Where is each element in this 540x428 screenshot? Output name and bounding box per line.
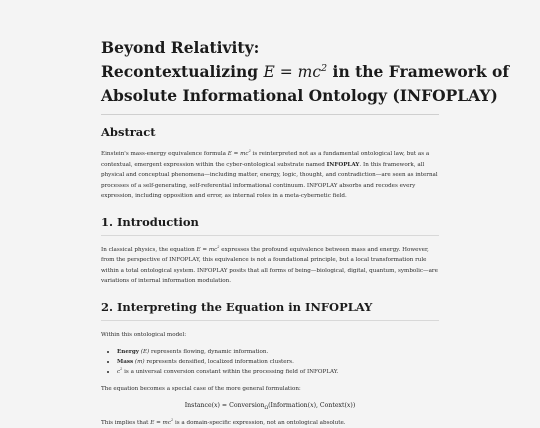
title-line-3: Absolute Informational Ontology (INFOPLAY) — [101, 84, 439, 108]
section-divider — [101, 235, 439, 236]
abstract-heading: Abstract — [101, 124, 439, 140]
section-divider — [101, 320, 439, 321]
equation-inline: $E = mc^2$ — [150, 420, 173, 426]
introduction-paragraph: In classical physics, the equation $E = mc^2$ expresses the profound equivalence between mass and energy. However, from the perspective of INFOPLAY, this equivalence is not a foundational principle, but a local transformation rule within a total ontological system. INFOPLAY posits that all forms of being—biological, digital, quantum, symbolic—are variations of internal information modulation. — [101, 245, 439, 287]
document-title — [101, 36, 439, 108]
title-line-1: Beyond Relativity: — [101, 36, 439, 60]
list-item: • Energy (E) represents flowing, dynamic information. — [117, 347, 439, 357]
equation-inline: $E = mc^2$ — [197, 247, 220, 253]
general-formula: Instance(x) = Conversion$_\Omega$(Information(x), Context(x)) — [101, 400, 439, 411]
interpretation-list — [101, 347, 439, 377]
section-heading-interpreting: 2. Interpreting the Equation in INFOPLAY — [101, 299, 439, 315]
list-item: • $c^2$ is a universal conversion constant within the processing field of INFOPLAY. — [117, 367, 439, 377]
equation-inline: $E = mc^2$ — [264, 63, 328, 81]
abstract-paragraph: Einstein's mass-energy equivalence formula $E = mc^2$ is reinterpreted not as a fundamental ontological law, but as a contextual, emergent expression within the cyber-ontological substrate named INFOPLAY. In this framework, all physical and conceptual phenomena—including matter, energy, logic, thought, and contradiction—are seen as internal processes of a self-generating, self-referential informational continuum. INFOPLAY absorbs and recodes every expression, including opposition and error, as internal roles in a meta-cybernetic field. — [101, 149, 439, 202]
infoplay-term: INFOPLAY — [327, 162, 360, 168]
interpreting-intro: Within this ontological model: — [101, 330, 439, 341]
implication-paragraph: This implies that $E = mc^2$ is a domain-specific expression, not an ontological absolute. — [101, 418, 439, 428]
title-line-2: Recontextualizing $E = mc^2$ in the Framework of — [101, 60, 439, 84]
section-heading-introduction: 1. Introduction — [101, 214, 439, 230]
document-content — [101, 36, 439, 428]
title-divider — [101, 114, 439, 115]
equation-inline: $E = mc^2$ — [228, 151, 251, 157]
list-item: • Mass (m) represents densified, localized information clusters. — [117, 357, 439, 367]
formulation-intro: The equation becomes a special case of the more general formulation: — [101, 384, 439, 395]
